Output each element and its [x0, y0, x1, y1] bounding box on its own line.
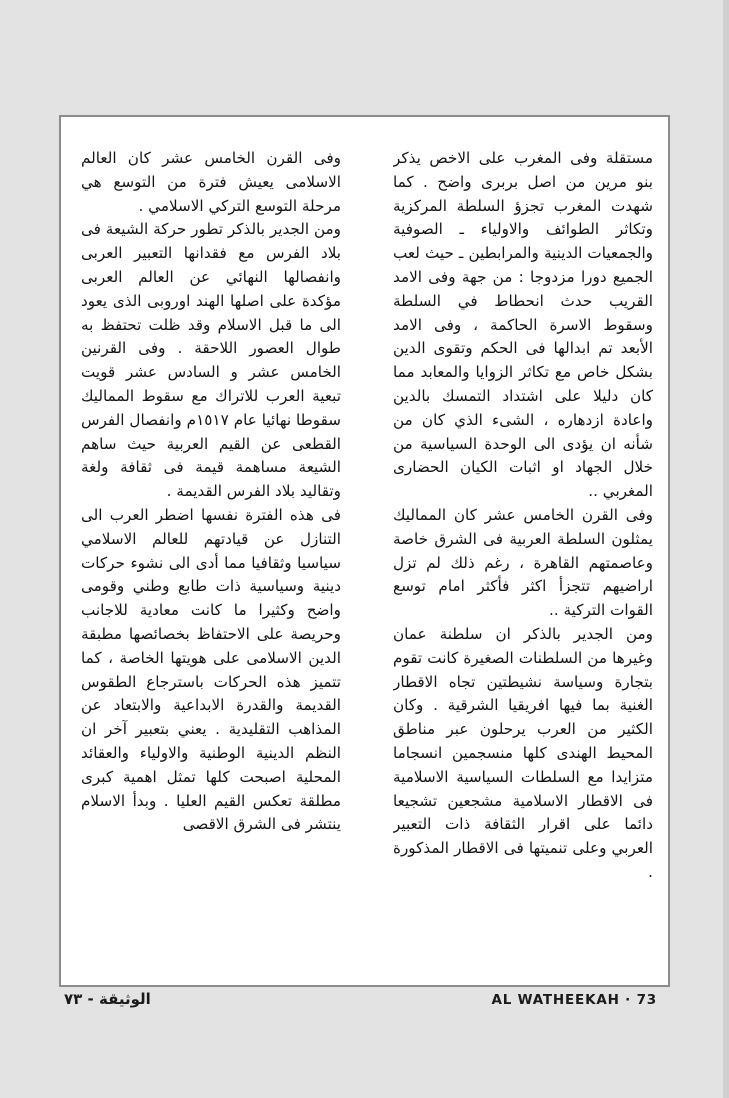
article-right-column: [393, 147, 653, 885]
paragraph: وفى القرن الخامس عشر كان المماليك يمثلون السلطة العربية فى الشرق خاصة وعاصمتهم القاهرة ، رغم ذلك لم تزل اراضيهم تتجزأ اكثر فأكثر امام توسع القوات التركية ..: [393, 505, 653, 620]
paragraph: فى هذه الفترة نفسها اضطر العرب الى التنازل عن قيادتهم للعالم الاسلامي سياسيا وثقافيا مما أدى الى نشوء حركات دينية وسياسية ذات طابع وطني وقومى واضح وكثيرا ما كانت معادية للاجانب وحريصة على الاحتفاظ بخصائصها مطبقة الدين الاسلامى على هويتها الخاصة ، كما تتميز هذه الحركات باسترجاع الطقوس القديمة والقدرة الابداعية والابتعاد عن المذاهب التقليدية . يعني بتعبير آخر ان النظم الدينية الوطنية والاولياء والعقائد المحلية اصبحت كلها تمثل اهمية كبرى مطلقة تعكس القيم العليا . وبدأ الاسلام ينتشر فى الشرق الاقصى: [81, 505, 341, 834]
paragraph: مستقلة وفى المغرب على الاخص يذكر بنو مرين من اصل بربرى واضح . كما شهدت المغرب تجزؤ السلطة المركزية وتكاثر الطوائف والاولياء ـ الصوفية والجمعيات الدينية والمرابطين ـ حيث لعب الجميع دورا مزدوجا : من جهة وفى الامد القريب حدث انحطاط في السلطة وسقوط الاسرة الحاكمة ، وفى الامد الأبعد تم ابدالها فى الحكم وتقوى الدين بشكل خاص مع تكاثر الزوايا والمعابد مما كان دليلا على اشتداد التمسك بالدين واعادة ازدهاره ، الشىء الذي كان من شأنه ان يؤدى الى الوحدة السياسية من خلال الجهاد او اثبات الكيان الحضارى المغربي ..: [393, 149, 653, 501]
paragraph: ومن الجدير بالذكر ان سلطنة عمان وغيرها من السلطنات الصغيرة كانت تقوم بتجارة وسياسة نشيطتين تجاه الاقطار الغنية بما فيها افريقيا الشرقية . وكان الكثير من العرب يرحلون عبر مناطق المحيط الهندى كلها منسجمين انسجاما متزايدا مع السلطات السياسية الاسلامية فى الاقطار الاسلامية مشجعين تشجيعا دائما على اقرار الثقافة ذات التعبير العربي وعلى تنميتها فى الاقطار المذكورة .: [393, 624, 653, 881]
footer-english-page-label: AL WATHEEKAH · 73: [491, 992, 657, 1008]
article-frame: [59, 115, 670, 987]
footer-arabic-page-label: الوثيقة - ٧٣: [64, 990, 151, 1008]
paragraph: ومن الجدير بالذكر تطور حركة الشيعة فى بلاد الفرس مع فقدانها التعبير العربى وانفصالها النهائي عن العالم العربى مؤكدة على اصلها الهند اوروبى الذى يعود الى ما قبل الاسلام وقد ظلت تحتفظ به طوال العصور اللاحقة . وفى القرنين الخامس عشر و السادس عشر قويت تبعية العرب للاتراك مع سقوط المماليك سقوطا نهائيا عام ١٥١٧م وانفصال الفرس القطعى عن القيم العربية حيث ساهم الشيعة مساهمة قيمة فى ثقافة ولغة وتقاليد بلاد الفرس القديمة .: [81, 220, 341, 501]
page-edge: [723, 0, 729, 1098]
article-left-column: [81, 147, 341, 837]
paragraph: وفى القرن الخامس عشر كان العالم الاسلامى يعيش فترة من التوسع هي مرحلة التوسع التركي الاسلامي .: [81, 149, 341, 215]
